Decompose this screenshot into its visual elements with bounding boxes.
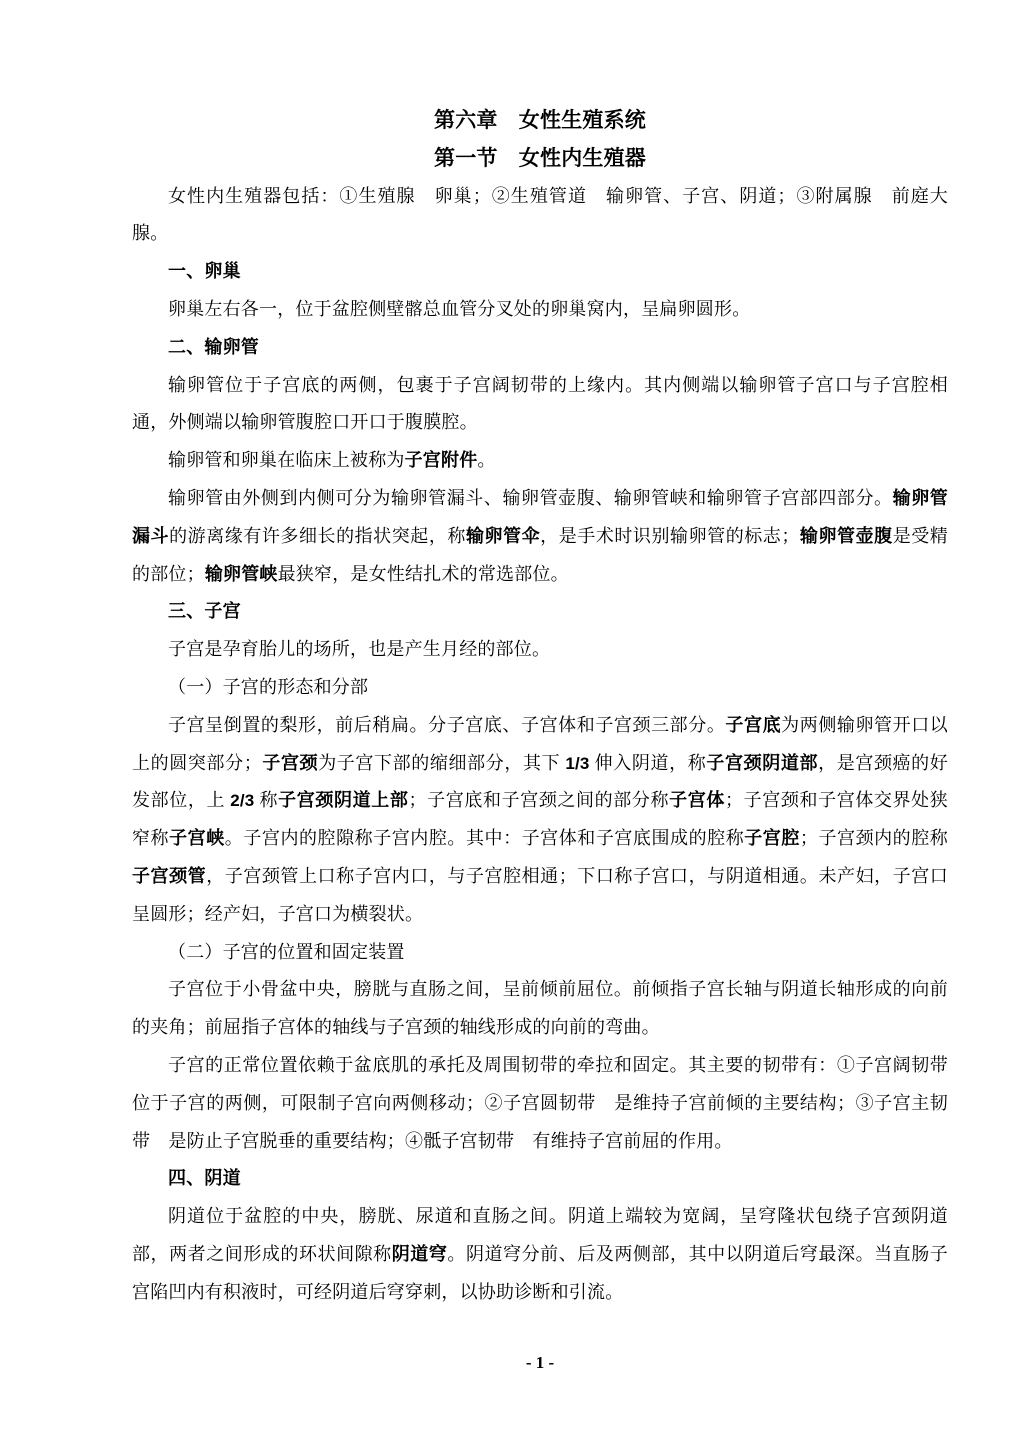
bold-text: 第六章 女性生殖系统	[434, 108, 646, 132]
paragraph-uterus-shape	[132, 707, 948, 934]
text: 为子宫下部的缩细部分，其下	[318, 752, 566, 773]
bold-text: 三、子宫	[168, 601, 241, 622]
bold-text: 子宫颈阴道上部	[278, 790, 409, 811]
text: 卵巢左右各一，位于盆腔侧壁髂总血管分叉处的卵巢窝内，呈扁卵圆形。	[168, 298, 751, 319]
heading-ovary	[132, 253, 948, 291]
paragraph-intro	[132, 178, 948, 254]
text: ；子宫颈内的腔称	[799, 828, 948, 849]
text: 是受精的部位；	[132, 525, 948, 584]
bold-text: 二、输卵管	[168, 336, 259, 357]
bold-text: 输卵管峡	[204, 563, 278, 584]
paragraph-vagina	[132, 1198, 948, 1311]
text: 。阴道穹分前、后及两侧部，其中以阴道后穹最深。当直肠子宫陷凹内有积液时，可经阴道后穹穿刺，以协助诊断和引流。	[132, 1243, 948, 1302]
bold-text: 一、卵巢	[168, 261, 241, 282]
chapter-title	[132, 102, 948, 140]
text: ，是手术时识别输卵管的标志；	[540, 525, 800, 546]
bold-text: 阴道穹	[391, 1243, 448, 1264]
text: 。	[477, 450, 496, 471]
text: 为两侧输卵管开口以上的圆突部分；	[132, 714, 948, 773]
text: 子宫呈倒置的梨形，前后稍扁。分子宫底、子宫体和子宫颈三部分。	[168, 714, 726, 735]
bold-text: 子宫颈	[261, 752, 319, 773]
paragraph-tube-parts	[132, 480, 948, 593]
bold-text: 子宫腔	[744, 828, 800, 849]
heading-uterus	[132, 593, 948, 631]
text: ，子宫颈管上口称子宫内口，与子宫腔相通；下口称子宫口，与阴道相通。未产妇，子宫口呈圆形；经产妇，子宫口为横裂状。	[132, 865, 948, 924]
bold-text: 子宫颈阴道部	[706, 752, 819, 773]
text: ，是宫颈癌的好发部位，上	[132, 752, 948, 811]
paragraph-uterine-adnexa	[132, 442, 948, 480]
text: （二）子宫的位置和固定装置	[168, 941, 405, 962]
text: 女性内生殖器包括：①生殖腺 卵巢；②生殖管道 输卵管、子宫、阴道；③附属腺 前庭大腺。	[132, 185, 948, 244]
text: 输卵管和卵巢在临床上被称为	[168, 450, 405, 471]
bold-text: 1/3	[565, 753, 590, 773]
document-body	[132, 102, 967, 1312]
bold-text: 子宫体	[669, 790, 725, 811]
bold-text: 输卵管伞	[465, 525, 541, 546]
bold-text: 子宫颈管	[132, 865, 207, 886]
text: 。子宫内的腔隙称子宫内腔。其中：子宫体和子宫底围成的腔称	[224, 828, 745, 849]
section-title	[132, 140, 948, 178]
paragraph-uterus-ligaments	[132, 1047, 967, 1160]
bold-text: 2/3	[230, 791, 255, 811]
text: 子宫位于小骨盆中央，膀胱与直肠之间，呈前倾前屈位。前倾指子宫长轴与阴道长轴形成的向前的夹角；前屈指子宫体的轴线与子宫颈的轴线形成的向前的弯曲。	[132, 979, 948, 1038]
bold-text: 四、阴道	[168, 1168, 241, 1189]
bold-text: 子宫底	[725, 714, 782, 735]
text: 输卵管由外侧到内侧可分为输卵管漏斗、输卵管壶腹、输卵管峡和输卵管子宫部四部分。	[168, 487, 893, 508]
text: 子宫的正常位置依赖于盆底肌的承托及周围韧带的牵拉和固定。其主要的韧带有：①子宫阔韧带 位于子宫的两侧，可限制子宫向两侧移动；②子宫圆韧带 是维持子宫前倾的主要结构；③子宫主韧带 是防止子宫脱垂的重要结构；④骶子宫韧带 有维持子宫前屈的作用。	[132, 1054, 967, 1151]
text: ；子宫颈和子宫体交界处狭窄称	[132, 790, 948, 849]
bold-text: 子宫峡	[169, 828, 225, 849]
heading-fallopian-tube	[132, 329, 948, 367]
bold-text: 第一节 女性内生殖器	[434, 145, 646, 170]
paragraph-uterus-position	[132, 971, 948, 1047]
text: 子宫是孕育胎儿的场所，也是产生月经的部位。	[168, 639, 551, 660]
text: 伸入阴道，称	[589, 752, 707, 773]
text: 输卵管位于子宫底的两侧，包裹于子宫阔韧带的上缘内。其内侧端以输卵管子宫口与子宫腔相通，外侧端以输卵管腹腔口开口于腹膜腔。	[132, 374, 948, 433]
bold-text: 子宫附件	[404, 450, 478, 471]
paragraph-uterus-function	[132, 631, 948, 669]
text: 最狭窄，是女性结扎术的常选部位。	[277, 563, 569, 584]
text: （一）子宫的形态和分部	[168, 676, 369, 697]
paragraph-tube-position	[132, 367, 948, 443]
text: ；子宫底和子宫颈之间的部分称	[408, 790, 670, 811]
text: 的游离缘有许多细长的指状突起，称	[169, 525, 466, 546]
bold-text: 输卵管壶腹	[799, 525, 893, 546]
page-number: - 1 -	[525, 1353, 555, 1372]
subheading-uterus-shape	[132, 669, 948, 707]
heading-vagina	[132, 1160, 948, 1198]
text: 阴道位于盆腔的中央，膀胱、尿道和直肠之间。阴道上端较为宽阔，呈穹隆状包绕子宫颈阴道部，两者之间形成的环状间隙称	[132, 1206, 948, 1264]
bold-text: 输卵管漏斗	[132, 487, 949, 546]
paragraph-ovary	[132, 291, 948, 329]
text: 称	[254, 790, 279, 811]
subheading-uterus-position	[132, 934, 948, 972]
